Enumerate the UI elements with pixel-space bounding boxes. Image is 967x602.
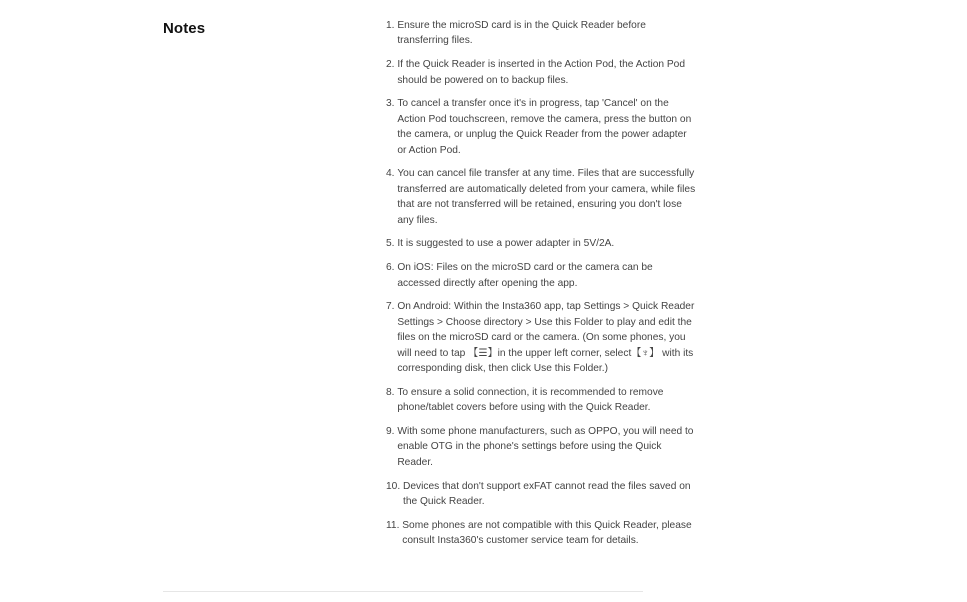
note-number: 3. [386, 98, 398, 110]
note-number: 6. [386, 262, 398, 274]
note-text: Devices that don't support exFAT cannot read the files saved on the Quick Reader. [403, 480, 691, 508]
note-item [386, 518, 696, 549]
note-text: Some phones are not compatible with this Quick Reader, please consult Insta360's customer service team for details. [402, 519, 692, 547]
note-number: 7. [386, 301, 398, 313]
note-text: Ensure the microSD card is in the Quick Reader before transferring files. [397, 20, 646, 47]
note-number: 5. [386, 238, 398, 250]
note-text: On Android: Within the Insta360 app, tap Settings > Quick Reader Settings > Choose directory > Use this Folder to play and edit the files on the microSD card or the camera. (On some phones, you will need to tap 【☰】in the upper left corner, select【♆】 with its corresponding disk, then click Use this Folder.) [397, 301, 695, 375]
note-item [386, 18, 696, 49]
note-text: If the Quick Reader is inserted in the Action Pod, the Action Pod should be powered on to backup files. [397, 59, 686, 86]
note-number: 1. [386, 20, 398, 31]
note-item [386, 96, 696, 158]
note-item [386, 299, 696, 376]
note-item [386, 57, 696, 88]
note-item [386, 424, 696, 470]
note-number: 10. [386, 480, 403, 492]
note-text: On iOS: Files on the microSD card or the camera can be accessed directly after opening the app. [397, 262, 653, 289]
note-number: 11. [386, 519, 403, 531]
note-text: You can cancel file transfer at any time. Files that are successfully transferred are automatically deleted from your camera, while files that are not transferred will be retained, ensuring you don't lose any files. [397, 168, 696, 226]
note-item [386, 260, 696, 291]
note-text: With some phone manufacturers, such as OPPO, you will need to enable OTG in the phone's settings before using the Quick Reader. [397, 426, 694, 468]
note-item [386, 236, 696, 251]
note-text: To ensure a solid connection, it is recommended to remove phone/tablet covers before using with the Quick Reader. [397, 386, 664, 414]
note-text: It is suggested to use a power adapter in 5V/2A. [397, 238, 615, 250]
note-number: 8. [386, 386, 398, 398]
note-number: 2. [386, 59, 398, 71]
note-number: 9. [386, 426, 398, 438]
note-item [386, 166, 696, 228]
note-item [386, 385, 696, 416]
notes-list [386, 18, 696, 557]
note-item [386, 479, 696, 510]
note-text: To cancel a transfer once it's in progress, tap 'Cancel' on the Action Pod touchscreen, remove the camera, press the button on the camera, or unplug the Quick Reader from the power adapter or Action Pod. [397, 98, 692, 156]
section-divider [163, 591, 643, 592]
note-number: 4. [386, 168, 398, 180]
section-heading: Notes [163, 20, 206, 37]
